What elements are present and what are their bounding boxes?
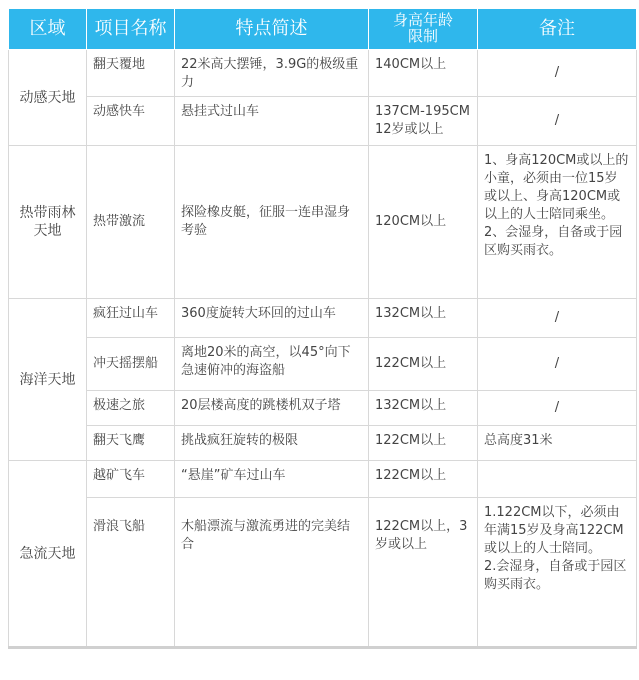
name-cell: 热带激流	[87, 146, 175, 299]
limit-cell: 122CM以上，3岁或以上	[369, 498, 478, 648]
table-row	[9, 146, 637, 299]
attractions-table-container	[8, 8, 636, 649]
limit-cell: 122CM以上	[369, 461, 478, 498]
table-row	[9, 391, 637, 426]
note-cell: /	[478, 338, 637, 391]
note-cell: /	[478, 50, 637, 97]
desc-cell: 22米高大摆锤，3.9G的极级重力	[175, 50, 369, 97]
note-cell: 总高度31米	[478, 426, 637, 461]
header-desc: 特点简述	[175, 9, 369, 50]
table-row	[9, 338, 637, 391]
desc-cell: 360度旋转大环回的过山车	[175, 299, 369, 338]
limit-cell: 132CM以上	[369, 299, 478, 338]
name-cell: 翻天飞鹰	[87, 426, 175, 461]
note-cell	[478, 461, 637, 498]
name-cell: 滑浪飞船	[87, 498, 175, 648]
note-cell: 1.122CM以下，必须由年满15岁及身高122CM或以上的人士陪同。 2.会湿身，自备或于园区购买雨衣。	[478, 498, 637, 648]
note-cell: /	[478, 391, 637, 426]
desc-cell: 木船漂流与激流勇进的完美结合	[175, 498, 369, 648]
desc-cell: 挑战疯狂旋转的极限	[175, 426, 369, 461]
header-limit	[369, 9, 478, 50]
region-cell: 急流天地	[9, 461, 87, 648]
header-limit-text: 身高年龄限制	[392, 11, 453, 45]
desc-cell: 20层楼高度的跳楼机双子塔	[175, 391, 369, 426]
note-cell: /	[478, 299, 637, 338]
name-cell: 极速之旅	[87, 391, 175, 426]
region-cell: 动感天地	[9, 50, 87, 146]
limit-cell: 137CM-195CM 12岁或以上	[369, 97, 478, 146]
table-header-row	[9, 9, 637, 50]
desc-cell: 悬挂式过山车	[175, 97, 369, 146]
table-row	[9, 50, 637, 97]
desc-cell: 探险橡皮艇，征服一连串湿身考验	[175, 146, 369, 299]
limit-cell: 122CM以上	[369, 426, 478, 461]
table-row	[9, 426, 637, 461]
name-cell: 动感快车	[87, 97, 175, 146]
limit-cell: 120CM以上	[369, 146, 478, 299]
table-row	[9, 498, 637, 648]
header-note: 备注	[478, 9, 637, 50]
desc-cell: “悬崖”矿车过山车	[175, 461, 369, 498]
table-row	[9, 97, 637, 146]
limit-cell: 140CM以上	[369, 50, 478, 97]
name-cell: 疯狂过山车	[87, 299, 175, 338]
note-cell: 1、身高120CM或以上的小童，必须由一位15岁或以上、身高120CM或以上的人士陪同乘坐。 2、会湿身，自备或于园区购买雨衣。	[478, 146, 637, 299]
name-cell: 翻天覆地	[87, 50, 175, 97]
desc-cell: 离地20米的高空，以45°向下急速俯冲的海盗船	[175, 338, 369, 391]
header-region: 区域	[9, 9, 87, 50]
limit-cell: 122CM以上	[369, 338, 478, 391]
note-cell: /	[478, 97, 637, 146]
table-row	[9, 461, 637, 498]
attractions-table	[8, 8, 637, 649]
region-cell: 海洋天地	[9, 299, 87, 461]
region-cell: 热带雨林天地	[9, 146, 87, 299]
name-cell: 冲天摇摆船	[87, 338, 175, 391]
name-cell: 越矿飞车	[87, 461, 175, 498]
limit-cell: 132CM以上	[369, 391, 478, 426]
header-name: 项目名称	[87, 9, 175, 50]
table-row	[9, 299, 637, 338]
